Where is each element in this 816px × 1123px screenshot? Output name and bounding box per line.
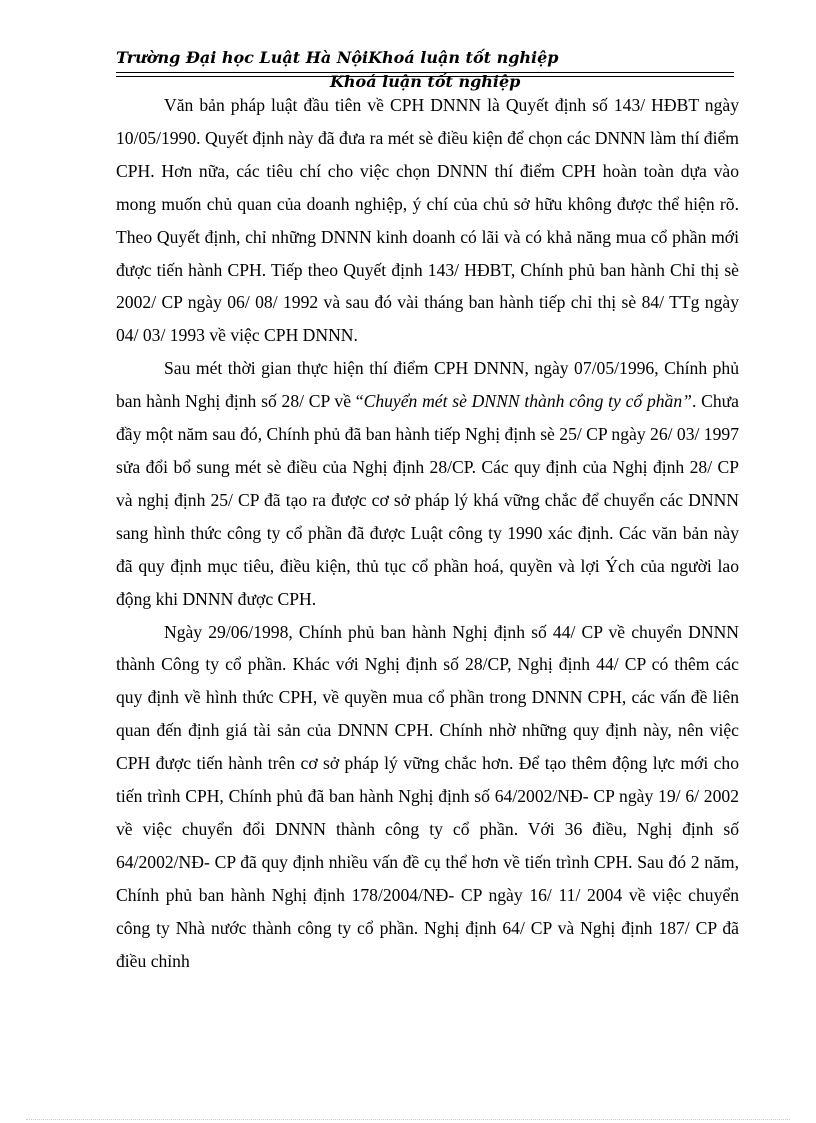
paragraph-2-italic-quote: Chuyển mét sè DNNN thành công ty cổ phần” (363, 391, 692, 412)
header-school-title: Trường Đại học Luật Hà NộiKhoá luận tốt nghiệp (116, 48, 559, 67)
header-rule-top (116, 72, 734, 73)
header-rule-bottom (116, 76, 734, 77)
paragraph-1: Văn bản pháp luật đầu tiên về CPH DNNN là Quyết định số 143/ HĐBT ngày 10/05/1990. Quyết định này đã đưa ra mét sè điều kiện để chọn các DNNN làm thí điểm CPH. Hơn nữa, các tiêu chí cho việc chọn DNNN thí điểm CPH hoàn toàn dựa vào mong muốn chủ quan của doanh nghiệp, ý chí của chủ sở hữu không được thể hiện rõ. Theo Quyết định, chỉ những DNNN kinh doanh có lãi và có khả năng mua cổ phần mới được tiến hành CPH. Tiếp theo Quyết định 143/ HĐBT, Chính phủ ban hành Chỉ thị sè 2002/ CP ngày 06/ 08/ 1992 và sau đó vài tháng ban hành tiếp chỉ thị sè 84/ TTg ngày 04/ 03/ 1993 về việc CPH DNNN. (116, 95, 739, 346)
page-bottom-dotted-border (26, 1119, 790, 1120)
paragraph-3: Ngày 29/06/1998, Chính phủ ban hành Nghị định số 44/ CP về chuyển DNNN thành Công ty cổ phần. Khác với Nghị định số 28/CP, Nghị định 44/ CP có thêm các quy định về hình thức CPH, về quyền mua cổ phần trong DNNN CPH, các vấn đề liên quan đến định giá tài sản của DNNN CPH. Chính nhờ những quy định này, nên việc CPH được tiến hành trên cơ sở pháp lý vững chắc hơn. Để tạo thêm động lực mới cho tiến trình CPH, Chính phủ đã ban hành Nghị định số 64/2002/NĐ- CP ngày 19/ 6/ 2002 về việc chuyển đổi DNNN thành công ty cổ phần. Với 36 điều, Nghị định số 64/2002/NĐ- CP đã quy định nhiều vấn đề cụ thể hơn về tiến trình CPH. Sau đó 2 năm, Chính phủ ban hành Nghị định 178/2004/NĐ- CP ngày 16/ 11/ 2004 về việc chuyển công ty Nhà nước thành công ty cổ phần. Nghị định 64/ CP và Nghị định 187/ CP đã điều chỉnh (116, 621, 739, 971)
paragraph-2 (116, 352, 739, 615)
document-body (116, 89, 739, 977)
paragraph-2-text-after: . Chưa đầy một năm sau đó, Chính phủ đã ban hành tiếp Nghị định sè 25/ CP ngày 26/ 03/ 1997 sửa đổi bổ sung mét sè điều của Nghị định 28/CP. Các quy định của Nghị định 28/ CP và nghị định 25/ CP đã tạo ra được cơ sở pháp lý khá vững chắc để chuyển các DNNN sang hình thức công ty cổ phần đã được Luật công ty 1990 xác định. Các văn bản này đã quy định mục tiêu, điều kiện, thủ tục cổ phần hoá, quyền và lợi Ých của người lao động khi DNNN được CPH. (116, 391, 739, 609)
header-thesis-title: Khoá luận tốt nghiệp (330, 72, 521, 91)
paragraph-2-text-before: Sau mét thời gian thực hiện thí điểm CPH DNNN, ngày 07/05/1996, Chính phủ ban hành Nghị định số 28/ CP về “ (116, 358, 739, 412)
